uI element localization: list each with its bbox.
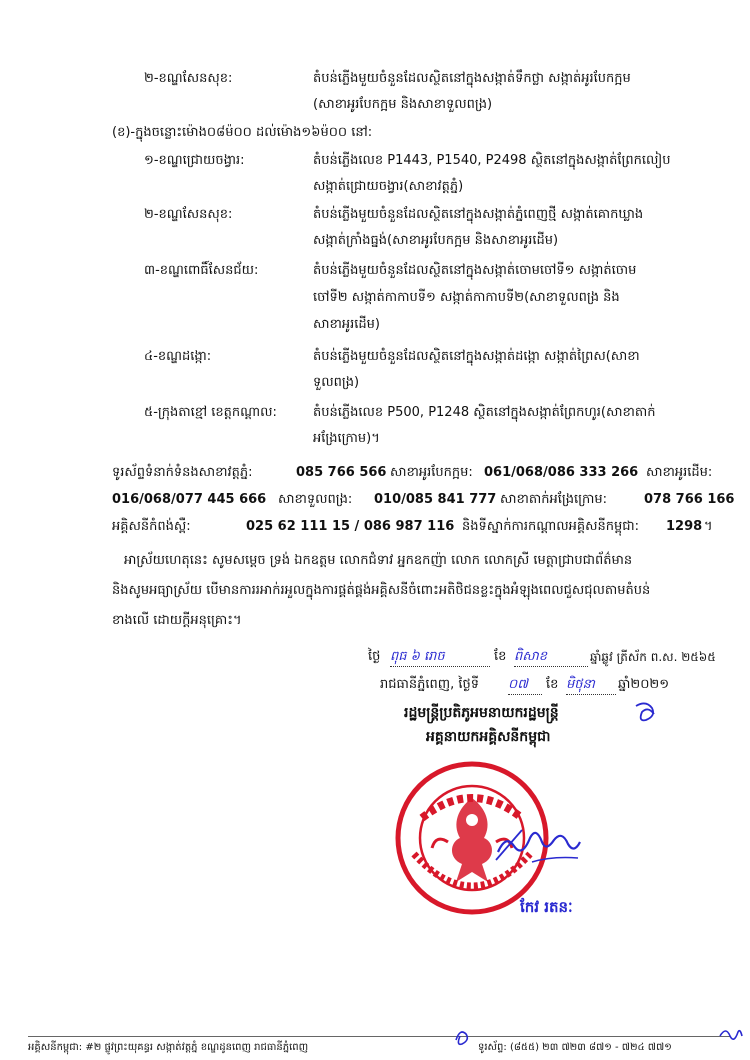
contact-label: អគ្គិសនីកំពង់ស្ពឺ: (112, 519, 191, 534)
footer-divider (28, 1036, 730, 1037)
item-text-line: (សាខាអូរបែកក្អម និងសាខាទួលពង្រ) (313, 97, 493, 112)
contact-label: ទូរស័ព្ទទំនាក់ទំនងសាខាវត្តភ្នំ: (112, 465, 253, 480)
phone-takang: 078 766 166 (644, 492, 735, 507)
item-text-line: សង្កាត់ជ្រោយចង្វារ(សាខាវត្តភ្នំ) (313, 179, 464, 194)
item-text-line: តំបន់ភ្លើងលេខ P1443, P1540, P2498 ស្ថិតនៅក្នុងសង្កាត់ព្រែកលៀប (313, 153, 671, 168)
contact-label: សាខាទួលពង្រ: (278, 492, 353, 507)
item-text-line: តំបន់ភ្លើងមួយចំនួនដែលស្ថិតនៅក្នុងសង្កាត់ចោមចៅទី១ សង្កាត់ចោម (313, 263, 637, 278)
contact-label: សាខាអូរបែកក្អម: (390, 465, 473, 480)
signatory-organization: អគ្គនាយកអគ្គិសនីកម្ពុជា (426, 729, 551, 745)
closing-line: និងសូមអធ្យាស្រ័យ បើមានការរអាក់រអួលក្នុងការផ្គត់ផ្គង់អគ្គិសនីចំពោះអតិថិជនខ្លះក្នុងអំឡុងពេលជួសជុលតាមតំបន់ (112, 583, 651, 598)
solar-month-prefix: ខែ (546, 677, 559, 692)
item-text-line: ចៅទី២ សង្កាត់កាកាបទី១ សង្កាត់កាកាបទី២(សាខាទួលពង្រ និង (313, 290, 620, 305)
footer-phone: ទូរស័ព្ទ: (៨៥៥) ២៣ ៧២៣ ៨៧១ - ៧២៤ ៧៧១ (478, 1042, 672, 1053)
item-label: ៤-ខណ្ឌដង្កោ: (144, 349, 212, 364)
contact-label: សាខាតាក់អង្រែក្រោម: (500, 492, 608, 507)
item-label: ៥-ក្រុងតាខ្មៅ ខេត្តកណ្តាល: (144, 405, 277, 420)
signatory-title: រដ្ឋមន្ត្រីប្រតិភូអមនាយករដ្ឋមន្ត្រី (404, 705, 559, 721)
section-heading: (ខ)-ក្នុងចន្លោះម៉ោង០៨ម៉០០ ដល់ម៉ោង១៦ម៉០០ នៅ: (112, 125, 373, 140)
item-label: ៣-ខណ្ឌពោធិ៍សែនជ័យ: (144, 263, 259, 278)
item-text-line: អង្រែក្រោម)។ (313, 431, 380, 446)
contact-label: និងទីស្នាក់ការកណ្តាលអគ្គិសនីកម្ពុជា: (462, 519, 640, 534)
lunar-day-handwritten: ពុធ ៦ រោច (390, 648, 490, 667)
contact-label: សាខាអូរដើម: (646, 465, 713, 480)
lunar-month-handwritten: ពិសាខ (514, 648, 588, 667)
phone-obek: 061/068/086 333 266 (484, 465, 639, 480)
solar-date-prefix: រាជធានីភ្នំពេញ, ថ្ងៃទី (380, 677, 480, 692)
item-text-line: សង្កាត់ក្រាំងធ្នង់(សាខាអូរបែកក្អម និងសាខាអូរដើម) (313, 233, 559, 248)
item-text-line: តំបន់ភ្លើងលេខ P500, P1248 ស្ថិតនៅក្នុងសង្កាត់ព្រែកហូរ(សាខាតាក់ (313, 405, 656, 420)
closing-line: ខាងលើ ដោយក្តីអនុគ្រោះ។ (112, 613, 242, 628)
lunar-year: ឆ្នាំឆ្លូវ ត្រីស័ក ព.ស. ២៥៦៥ (590, 650, 716, 664)
closing-line: អាស្រ័យហេតុនេះ សូមសម្តេច ទ្រង់ ឯកឧត្តម លោកជំទាវ អ្នកឧកញ៉ា លោក លោកស្រី មេត្តាជ្រាបជាព័ត៌មាន (124, 553, 633, 568)
item-label: ២-ខណ្ឌសែនសុខ: (144, 207, 233, 222)
signatory-name: កែវ រតនៈ (520, 898, 573, 916)
item-text-line: តំបន់ភ្លើងមួយចំនួនដែលស្ថិតនៅក្នុងសង្កាត់ទឹកថ្លា សង្កាត់អូរបែកក្អម (313, 71, 631, 86)
item-text-line: សាខាអូរដើម) (313, 317, 380, 332)
punctuation: ។ (704, 519, 713, 534)
item-text-line: តំបន់ភ្លើងមួយចំនួនដែលស្ថិតនៅក្នុងសង្កាត់ដង្កោ សង្កាត់ព្រៃស(សាខា (313, 349, 640, 364)
solar-day-handwritten: ០៧ (508, 676, 542, 695)
phone-wat-phnom: 085 766 566 (296, 465, 387, 480)
solar-year: ឆ្នាំ២០២១ (618, 677, 670, 692)
initial-mark-icon (632, 700, 660, 726)
item-label: ១-ខណ្ឌជ្រោយចង្វារ: (144, 153, 245, 168)
item-text-line: ទួលពង្រ) (313, 375, 360, 390)
phone-tuolpong: 010/085 841 777 (374, 492, 497, 507)
footer-mark-icon (718, 1024, 744, 1046)
item-label: ២-ខណ្ឌសែនសុខ: (144, 71, 233, 86)
phone-central: 1298 (666, 519, 703, 534)
solar-month-handwritten: មិថុនា (566, 676, 616, 695)
footer-initial-icon (452, 1026, 474, 1048)
handwritten-signature-icon (492, 812, 584, 870)
lunar-date-prefix: ថ្ងៃ (368, 649, 381, 664)
phone-orderm: 016/068/077 445 666 (112, 492, 267, 507)
lunar-month-prefix: ខែ (494, 649, 507, 664)
item-text-line: តំបន់ភ្លើងមួយចំនួនដែលស្ថិតនៅក្នុងសង្កាត់ភ្នំពេញថ្មី សង្កាត់គោកឃ្លាង (313, 207, 644, 222)
phone-hotline: 025 62 111 15 / 086 987 116 (246, 519, 455, 534)
footer-address: អគ្គិសនីកម្ពុជា: #២ ផ្លូវព្រះយុគន្ធរ សង្កាត់វត្តភ្នំ ខណ្ឌដូនពេញ រាជធានីភ្នំពេញ (28, 1042, 309, 1053)
